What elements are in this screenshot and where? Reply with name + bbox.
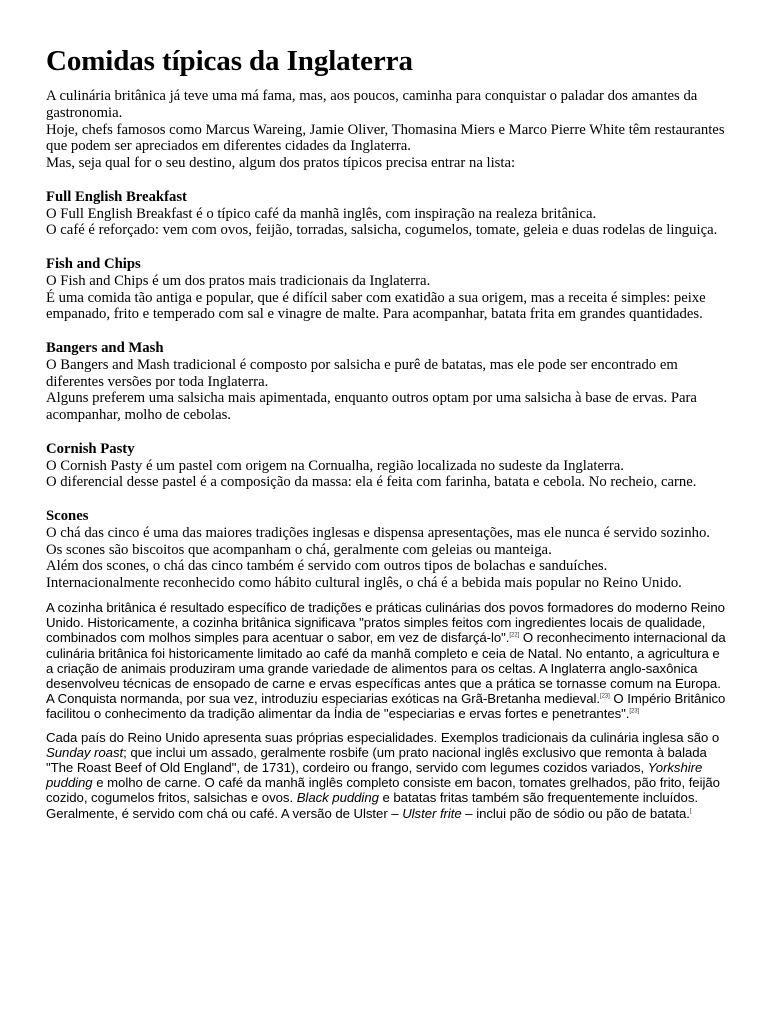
wiki-text: e molho de carne. O café da manhã inglês completo consiste em bacon, tomates grelhados, pão frito, feijão cozido, cogumelos fritos, salsichas e ovos. bbox=[46, 775, 720, 806]
section-heading: Fish and Chips bbox=[46, 255, 141, 272]
section-heading: Bangers and Mash bbox=[46, 339, 164, 356]
wiki-text: – inclui pão de sódio ou pão de batata. bbox=[461, 805, 690, 821]
citation-link[interactable]: [ bbox=[689, 808, 692, 815]
section-heading: Cornish Pasty bbox=[46, 440, 135, 457]
wiki-excerpt bbox=[46, 600, 728, 821]
dish-name-italic: Black pudding bbox=[296, 790, 379, 806]
section-paragraph: Além dos scones, o chá das cinco também é servido com outros tipos de bolachas e sanduíches. bbox=[46, 558, 608, 575]
section-heading: Scones bbox=[46, 507, 89, 524]
dish-name-italic: Yorkshire pudding bbox=[46, 759, 703, 791]
wiki-text: O Império Britânico facilitou o conhecimento da tradição alimentar da Índia de "especiarias e ervas fortes e penetrantes". bbox=[46, 691, 726, 722]
section-paragraph: Alguns preferem uma salsicha mais apimentada, enquanto outros optam por uma salsicha à base de ervas. Para acompanhar, molho de cebolas. bbox=[46, 390, 697, 424]
wiki-text: A cozinha britânica é resultado específico de tradições e práticas culinárias dos povos formadores do moderno Reino Unido. Historicamente, a cozinha britânica significava "pratos simples feitos com ingredientes locais de qualidade, combinados com molhos simples para acentuar o sabor, em vez de disfarçá-lo". bbox=[46, 599, 725, 646]
section-paragraph: Os scones são biscoitos que acompanham o chá, geralmente com geleias ou manteiga. bbox=[46, 541, 552, 558]
wiki-text: O reconhecimento internacional da culinária britânica foi historicamente limitado ao café da manhã completo e ceia de Natal. No entanto, a agricultura e a criação de animais produziram uma grande variedade de alimentos para os celtas. A Inglaterra anglo-saxônica desenvolveu técnicas de ensopado de carne e ervas específicas antes que a prática se tornasse comum na Europa. A Conquista normanda, por sua vez, introduziu especiarias exóticas na Grã-Bretanha medieval. bbox=[46, 630, 726, 707]
section-paragraph: O café é reforçado: vem com ovos, feijão, torradas, salsicha, cogumelos, tomate, geleia e duas rodelas de linguiça. bbox=[46, 222, 718, 239]
citation-link[interactable]: [23] bbox=[599, 693, 610, 700]
section-paragraph: O chá das cinco é uma das maiores tradições inglesas e dispensa apresentações, mas ele nunca é servido sozinho. bbox=[46, 524, 710, 541]
dish-name-italic: Ulster frite bbox=[402, 805, 462, 821]
intro-block bbox=[46, 88, 728, 592]
intro-paragraph: Hoje, chefs famosos como Marcus Wareing, Jamie Oliver, Thomasina Miers e Marco Pierre White têm restaurantes que podem ser apreciados em diferentes cidades da Inglaterra. bbox=[46, 121, 725, 155]
document-page bbox=[46, 44, 728, 829]
dish-name-italic: Sunday roast bbox=[46, 744, 124, 760]
citation-link[interactable]: [23] bbox=[629, 708, 640, 715]
section-paragraph: O Full English Breakfast é o típico café da manhã inglês, com inspiração na realeza britânica. bbox=[46, 205, 597, 222]
section-paragraph: O Cornish Pasty é um pastel com origem na Cornualha, região localizada no sudeste da Inglaterra. bbox=[46, 457, 624, 474]
section-scones bbox=[46, 508, 728, 575]
wiki-paragraph-history bbox=[46, 600, 728, 722]
wiki-text: e batatas fritas também são frequentemente incluídos. Geralmente, é servido com chá ou café. A versão de Ulster – bbox=[46, 790, 698, 821]
intro-paragraph: Mas, seja qual for o seu destino, algum dos pratos típicos precisa entrar na lista: bbox=[46, 155, 516, 172]
section-bangers-and-mash bbox=[46, 340, 728, 424]
section-paragraph: O diferencial desse pastel é a composição da massa: ela é feita com farinha, batata e cebola. No recheio, carne. bbox=[46, 474, 697, 491]
wiki-text: ; que inclui um assado, geralmente rosbife (um prato nacional inglês exclusivo que remonta à balada "The Roast Beef of Old England", de 1731), cordeiro ou frango, servido com legumes cozidos variados, bbox=[46, 744, 707, 775]
section-cornish-pasty bbox=[46, 441, 728, 491]
wiki-paragraph-specialties bbox=[46, 730, 728, 821]
section-paragraph: O Fish and Chips é um dos pratos mais tradicionais da Inglaterra. bbox=[46, 272, 431, 289]
wiki-text: Cada país do Reino Unido apresenta suas próprias especialidades. Exemplos tradicionais da culinária inglesa são o bbox=[46, 729, 720, 745]
section-heading: Full English Breakfast bbox=[46, 188, 187, 205]
section-fish-and-chips bbox=[46, 256, 728, 323]
section-paragraph: O Bangers and Mash tradicional é composto por salsicha e purê de batatas, mas ele pode ser encontrado em diferentes versões por toda Inglaterra. bbox=[46, 356, 678, 390]
intro-paragraph: A culinária britânica já teve uma má fama, mas, aos poucos, caminha para conquistar o paladar dos amantes da gastronomia. bbox=[46, 88, 698, 121]
closing-paragraph: Internacionalmente reconhecido como hábito cultural inglês, o chá é a bebida mais popular no Reino Unido. bbox=[46, 575, 682, 592]
citation-link[interactable]: [22] bbox=[509, 632, 520, 639]
section-full-english-breakfast bbox=[46, 189, 728, 239]
page-title: Comidas típicas da Inglaterra bbox=[46, 45, 413, 77]
section-paragraph: É uma comida tão antiga e popular, que é difícil saber com exatidão a sua origem, mas a receita é simples: peixe empanado, frito e temperado com sal e vinagre de malte. Para acompanhar, batata frita em grandes quantidades. bbox=[46, 289, 706, 323]
